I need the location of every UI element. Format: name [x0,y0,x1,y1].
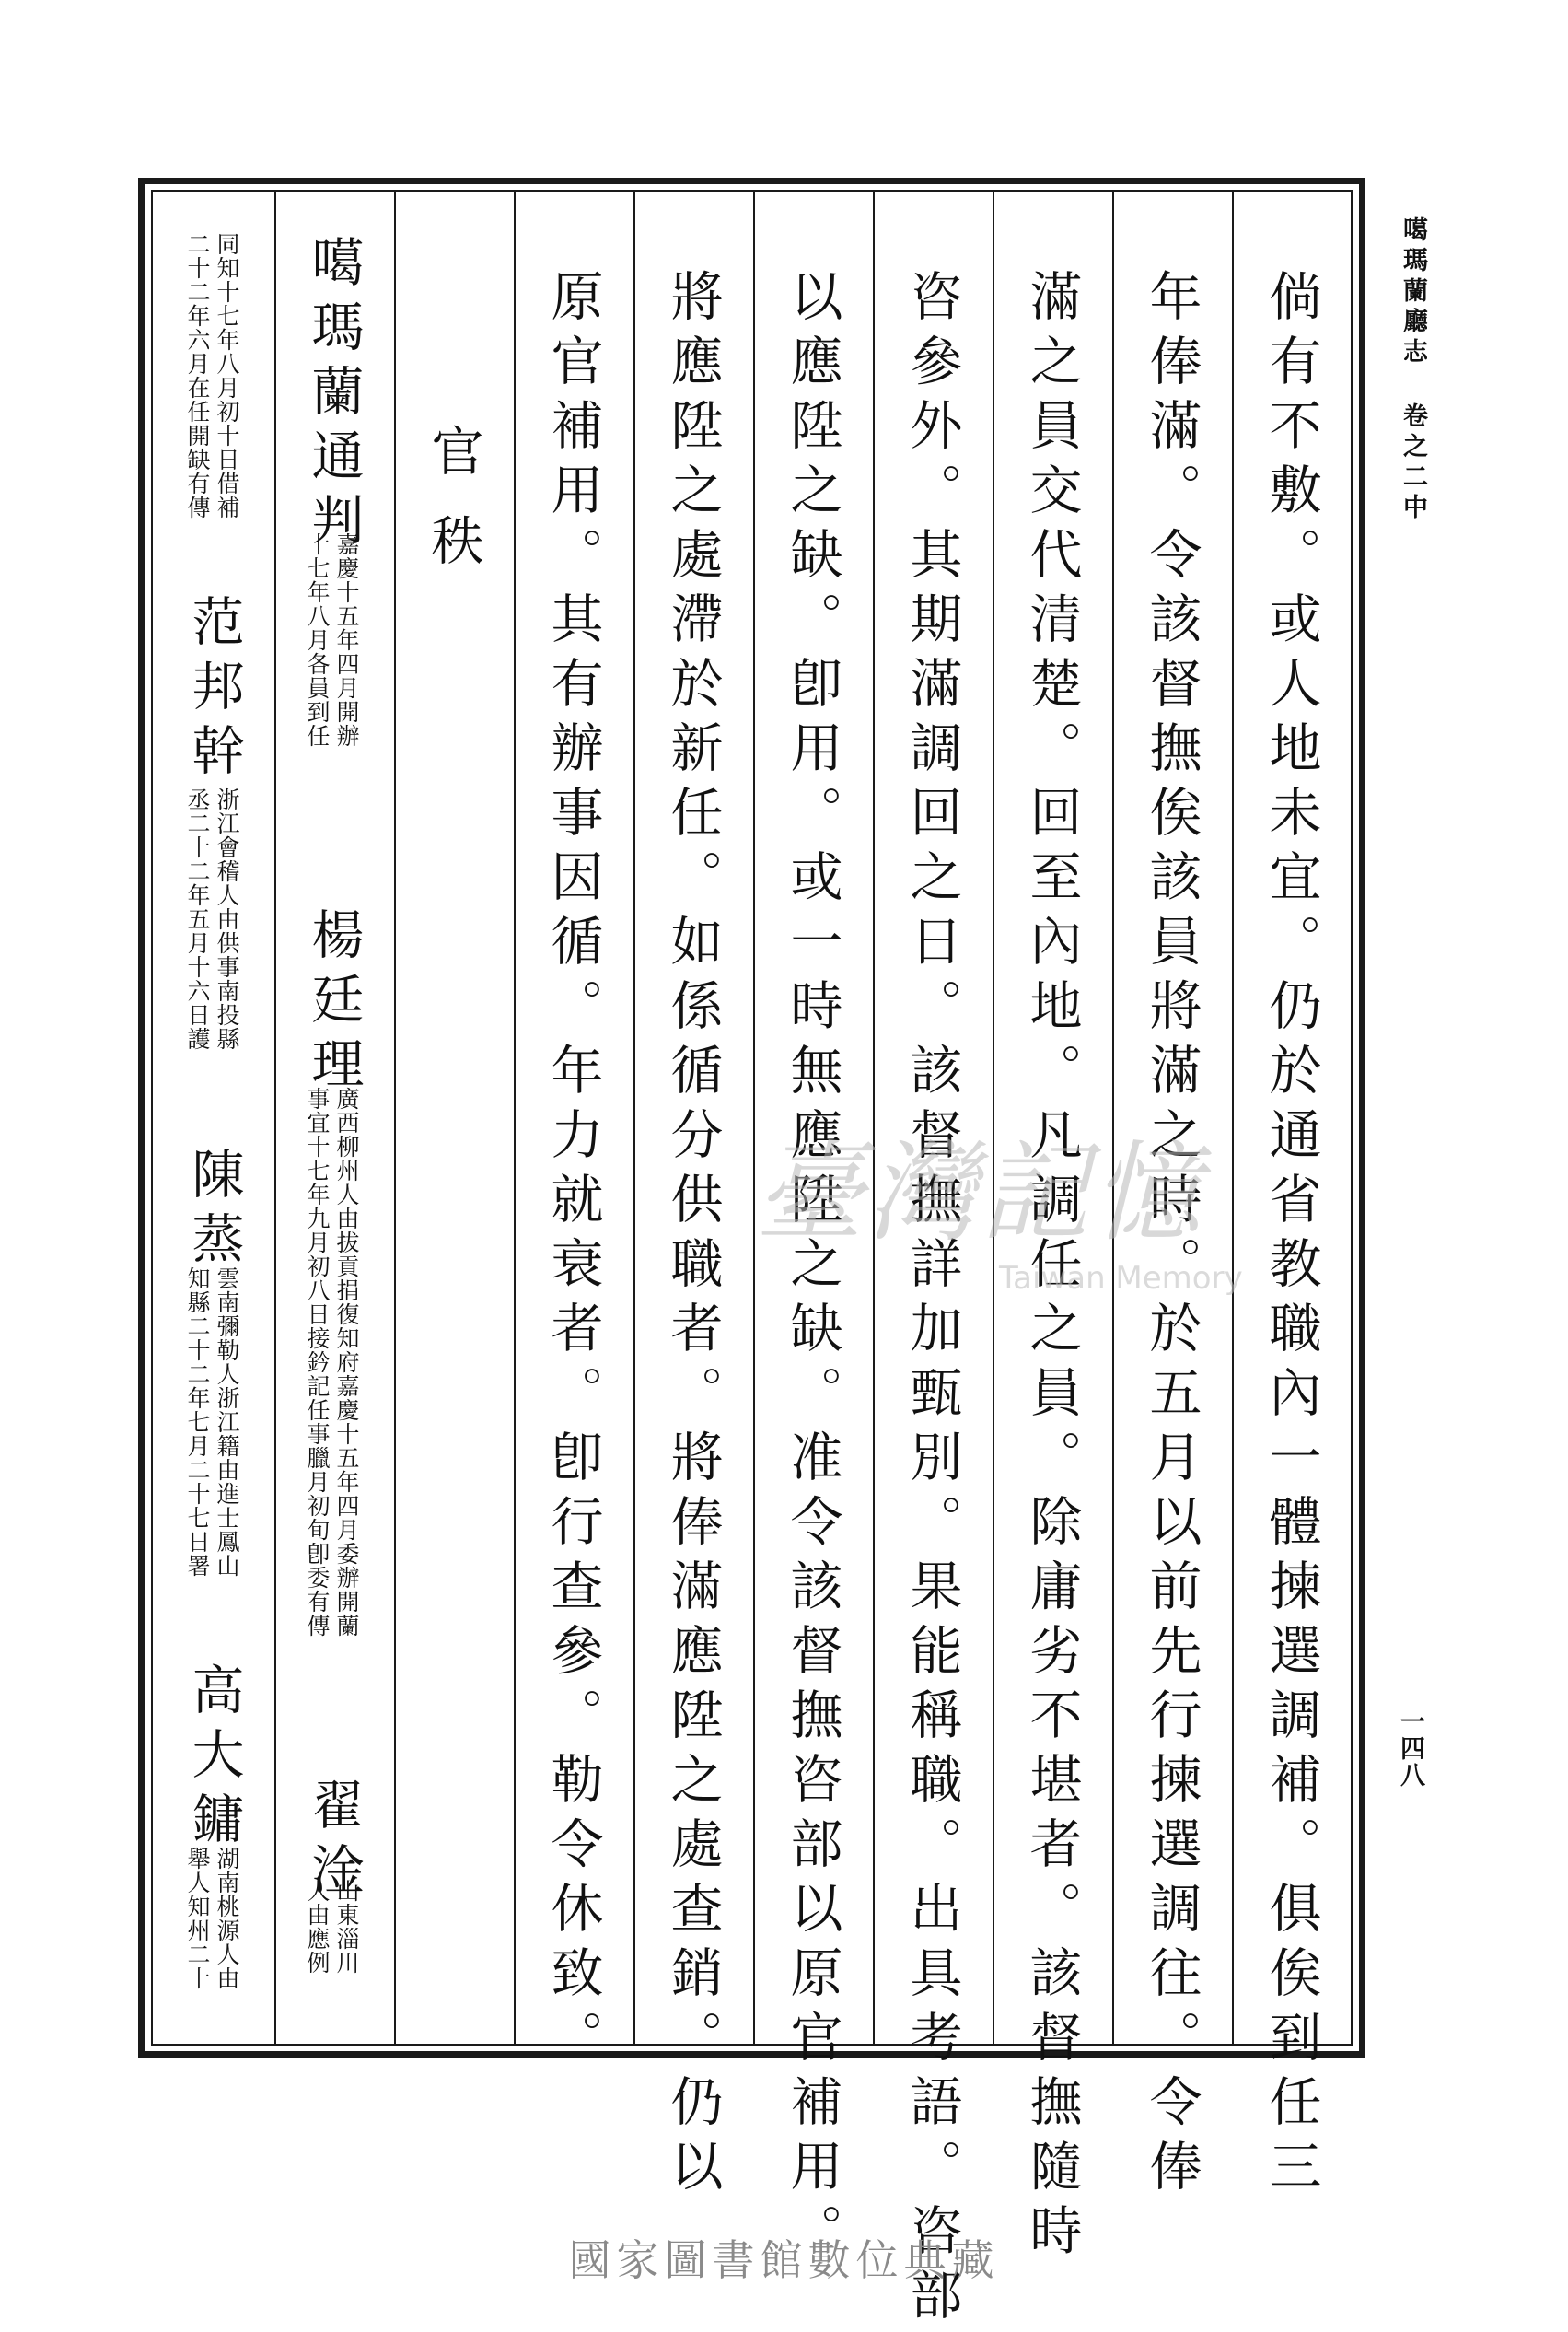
entry-note [182,232,241,519]
text-column-3: 滿之員交代清楚。回至內地。凡調任之員。除庸劣不堪者。該督撫隨時 [1021,269,1082,2268]
text-column-6: 將應陞之處滯於新任。如係循分供職者。將俸滿應陞之處查銷。仍以 [662,269,723,2203]
person-note-line: 山東淄川 [333,1879,360,1975]
text-column-5: 以應陞之缺。卽用。或一時無應陞之缺。准令該督撫咨部以原官補用。 [782,269,842,2268]
column-rule [633,190,635,2046]
person-note-line: 丞二十二年五月十六日護 [184,787,211,1051]
entry-note-line: 十七年八月各員到任 [304,532,331,748]
footer-credit: 國家圖書館數位典藏 [568,2235,1000,2285]
margin-page-number: 一四八 [1396,1708,1424,1789]
entry-note-line: 二十二年六月在任開缺有傳 [184,232,211,519]
text-column-4: 咨參外。其期滿調回之日。該督撫詳加甄別。果能稱職。出具考語。咨部 [901,269,962,2332]
person-note-line: 湖南桃源人由 [214,1847,240,1990]
column-rule [274,190,276,2046]
person-note-line: 知縣二十二年七月二十七日署 [184,1266,211,1578]
person-note [182,1847,241,1990]
section-heading: 官秩 [423,424,483,602]
entry-note [302,532,361,748]
person-note [182,787,241,1051]
person-note [302,1087,361,1638]
column-rule [514,190,516,2046]
person-name: 范邦幹 [183,594,244,787]
person-name: 楊廷理 [303,907,364,1101]
text-column-2: 年俸滿。令該督撫俟該員將滿之時。於五月以前先行揀選調往。令俸 [1141,269,1202,2203]
person-note [302,1879,361,1975]
person-name: 高大鏞 [183,1662,244,1856]
person-note-line: 事宜十七年九月初八日接鈐記任事臘月初旬卽委有傳 [304,1087,331,1638]
person-note-line: 舉人知州二十 [184,1847,211,1990]
person-name: 翟淦 [303,1778,364,1906]
entry-title: 噶瑪蘭通判 [303,235,364,557]
person-note-line: 人由應例 [304,1879,331,1975]
person-note-line: 雲南彌勒人浙江籍由進士鳳山 [214,1266,240,1578]
watermark-title: 臺灣記憶 [755,1129,1205,1256]
entry-note-line: 嘉慶十五年四月開辦 [333,532,360,748]
watermark-subtitle: Taiwan Memory [999,1260,1243,1297]
watermark [755,1105,1271,1317]
text-column-7: 原官補用。其有辦事因循。年力就衰者。卽行查參。勒令休致。 [542,269,603,2074]
person-name: 陳蒸 [183,1147,244,1276]
column-rule [394,190,396,2046]
margin-book-title: 噶瑪蘭廳志 卷之二中 [1399,216,1427,524]
text-column-1: 倘有不敷。或人地未宜。仍於通省教職內一體揀選調補。俱俟到任三 [1260,269,1321,2203]
person-note-line: 廣西柳州人由拔貢捐復知府嘉慶十五年四月委辦開蘭 [333,1087,360,1638]
person-note-line: 浙江會稽人由供事南投縣 [214,787,240,1051]
person-note [182,1266,241,1578]
entry-note-line: 同知十七年八月初十日借補 [214,232,240,519]
